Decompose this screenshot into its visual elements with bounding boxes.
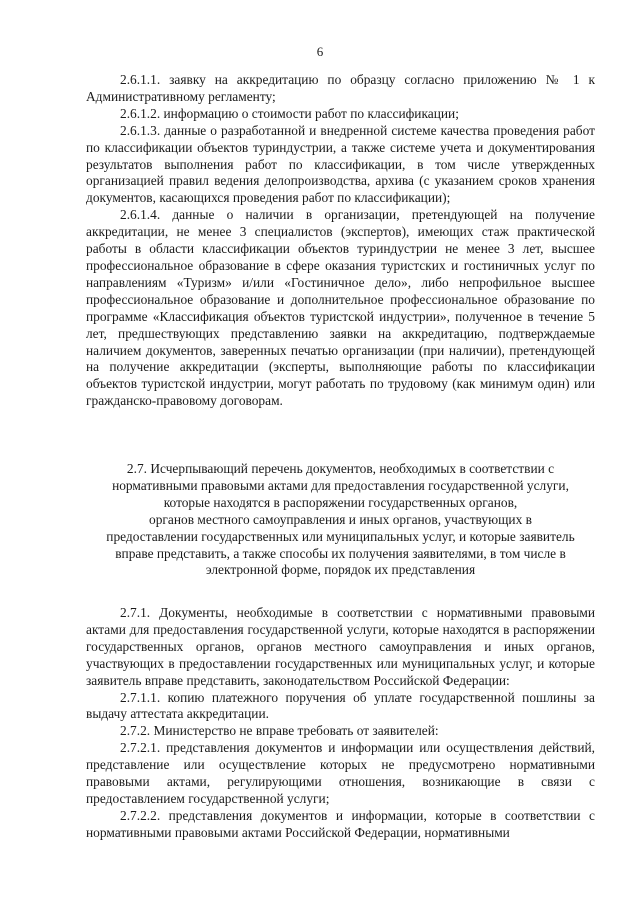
paragraph-2-7-2-1: 2.7.2.1. представления документов и информации или осуществления действий, представление или осуществление которых не предусмотрено нормативными правовыми актами, регулирующими отношения, возникающие в связи с предоставлением государственной услуги;: [86, 740, 595, 806]
heading-line: нормативными правовыми актами для предоставления государственной услуги,: [112, 477, 569, 493]
paragraph-2-7-2: 2.7.2. Министерство не вправе требовать от заявителей:: [120, 723, 439, 739]
paragraph-2-6-1-1: 2.6.1.1. заявку на аккредитацию по образцу согласно приложению № 1 к Административному регламенту;: [86, 72, 595, 104]
section-heading-2-7: [86, 461, 595, 579]
paragraph-2-7-2-2: 2.7.2.2. представления документов и информации, которые в соответствии с нормативными правовыми актами Российской Федерации, нормативными: [86, 807, 595, 840]
heading-line: органов местного самоуправления и иных органов, участвующих в: [149, 511, 532, 527]
paragraph-2-6-1-2: 2.6.1.2. информацию о стоимости работ по классификации;: [120, 105, 459, 121]
document-body-section-2-6: [86, 72, 595, 410]
paragraph-2-7-1: 2.7.1. Документы, необходимые в соответствии с нормативными правовыми актами для предоставления государственной услуги, которые находятся в распоряжении государственных органов, органов местного самоуправления и иных органов, участвующих в предоставлении государственных или муниципальных услуг, и которые заявитель вправе представить, законодательством Российской Федерации:: [86, 605, 595, 688]
heading-line: 2.7. Исчерпывающий перечень документов, необходимых в соответствии с: [126, 461, 555, 476]
document-body-section-2-7: [86, 605, 595, 842]
paragraph-2-6-1-3: 2.6.1.3. данные о разработанной и внедренной системе качества проведения работ по классификации объектов туриндустрии, а также системе учета и документирования результатов выполнения работ по классификации, в том числе утвержденных организацией правил ведения делопроизводства, архива (с указанием сроков хранения документов, касающихся проведения работ по классификации);: [86, 122, 595, 206]
heading-line: предоставлении государственных или муниципальных услуг, и которые заявитель: [106, 528, 575, 544]
heading-line: электронной форме, порядок их представления: [205, 562, 476, 578]
heading-line: вправе представить, а также способы их получения заявителями, в том числе в: [115, 545, 566, 561]
heading-line: которые находятся в распоряжении государственных органов,: [163, 494, 518, 510]
paragraph-2-6-1-4: 2.6.1.4. данные о наличии в организации, претендующей на получение аккредитации, не менее 3 специалистов (экспертов), имеющих стаж практической работы в области классификации объектов туриндустрии не менее 3 лет, высшее профессиональное образование в сфере оказания туристских и гостиничных услуг по направлениям «Туризм» и/или «Гостиничное дело», либо непрофильное высшее профессиональное образование и дополнительное профессиональное образование по программе «Классификация объектов туристской индустрии», полученное в течение 5 лет, предшествующих представлению заявки на аккредитацию, подтверждаемые наличием документов, заверенных печатью организации (при наличии), претендующей на получение аккредитации (эксперты, выполняющие работы по классификации объектов туристской индустрии, могут работать по трудовому (как минимум один) или гражданско-правовому договорам.: [86, 207, 595, 409]
paragraph-2-7-1-1: 2.7.1.1. копию платежного поручения об уплате государственной пошлины за выдачу аттестата аккредитации.: [86, 689, 595, 722]
page-number: 6: [316, 44, 324, 59]
